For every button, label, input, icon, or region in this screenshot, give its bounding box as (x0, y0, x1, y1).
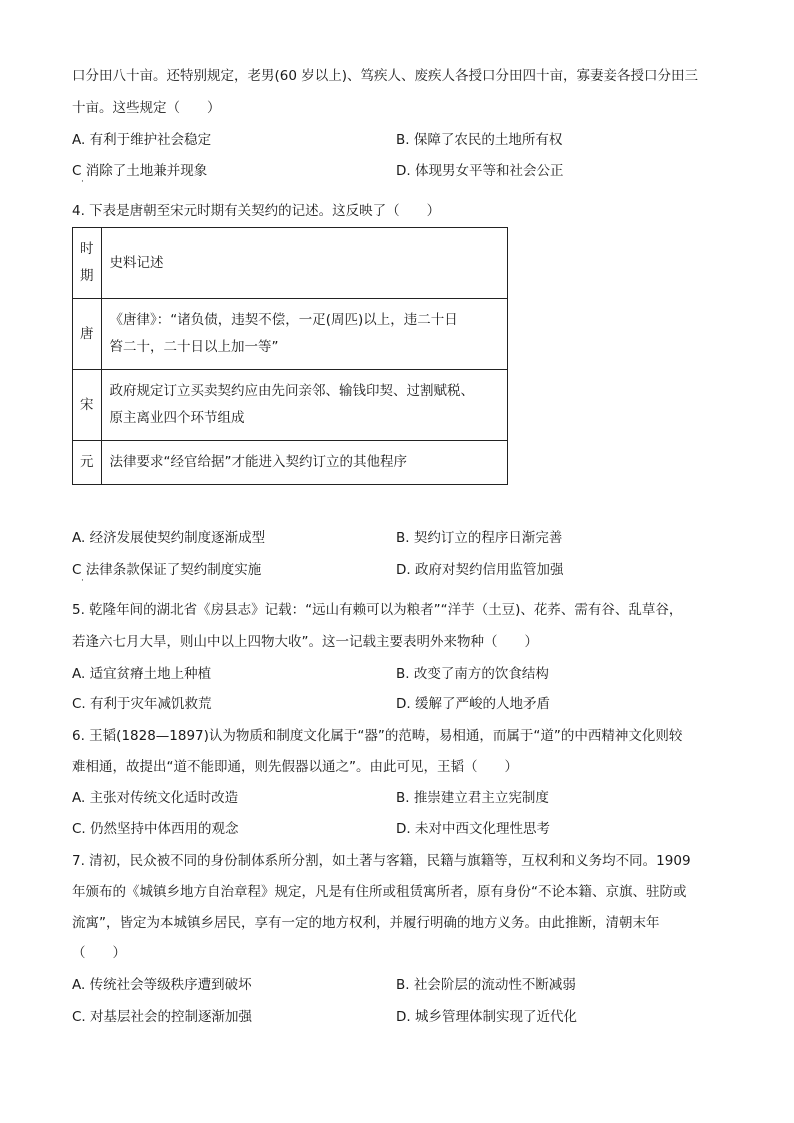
table-period-cell: 宋 (73, 370, 102, 441)
table-record-cell (101, 370, 508, 441)
q7-option-b[interactable]: B. 社会阶层的流动性不断减弱 (396, 977, 576, 993)
table-header-row (73, 228, 508, 299)
q7-stem-line-2: 年颁布的《城镇乡地方自治章程》规定，凡是有住所或租赁寓所者，原有身份“不论本籍、京旗、驻防或 (72, 884, 687, 900)
table-row (73, 441, 508, 485)
q3-option-c-dot: · (81, 177, 84, 187)
q4-stem: 4. 下表是唐朝至宋元时期有关契约的记述。这反映了（ ） (72, 203, 441, 219)
q6-option-c[interactable]: C. 仍然坚持中体西用的观念 (72, 821, 239, 837)
table-record-line: 法律要求“经官给据”才能进入契约订立的其他程序 (109, 454, 407, 470)
table-record-line: 笞二十，二十日以上加一等” (109, 339, 279, 355)
q4-history-table (72, 227, 508, 485)
q3-option-c[interactable]: C 消除了土地兼并现象 (72, 163, 208, 179)
q4-option-b[interactable]: B. 契约订立的程序日渐完善 (396, 530, 563, 546)
q6-stem-line-1: 6. 王韬(1828—1897)认为物质和制度文化属于“器”的范畴，易相通，而属于“道”的中西精神文化则较 (72, 728, 683, 744)
q3-stem-line-2: 十亩。这些规定（ ） (72, 100, 221, 116)
q7-stem-line-4: （ ） (72, 945, 126, 961)
q5-stem-line-1: 5. 乾隆年间的湖北省《房县志》记载：“远山有赖可以为粮者”“洋芋（土豆)、花荞、需有谷、乱草谷， (72, 602, 683, 618)
table-record-line: 《唐律》：“诸负债，违契不偿，一疋(周匹)以上，违二十日 (109, 312, 458, 328)
table-record-cell (101, 299, 508, 370)
table-header-record: 史料记述 (101, 228, 508, 299)
q7-option-d[interactable]: D. 城乡管理体制实现了近代化 (396, 1009, 577, 1025)
q5-stem-line-2: 若逢六七月大旱，则山中以上四物大收”。这一记载主要表明外来物种（ ） (72, 634, 538, 650)
table-record-cell (101, 441, 508, 485)
q3-stem-line-1: 口分田八十亩。还特别规定，老男(60 岁以上)、笃疾人、废疾人各授口分田四十亩，寡妻妾各授口分田三 (72, 68, 699, 84)
table-row (73, 299, 508, 370)
q5-option-c[interactable]: C. 有利于灾年减饥救荒 (72, 696, 212, 712)
q5-option-b[interactable]: B. 改变了南方的饮食结构 (396, 666, 549, 682)
q5-option-d[interactable]: D. 缓解了严峻的人地矛盾 (396, 696, 550, 712)
table-record-line: 政府规定订立买卖契约应由先问亲邻、输钱印契、过割赋税、 (109, 383, 474, 399)
table-period-cell: 元 (73, 441, 102, 485)
q7-option-a[interactable]: A. 传统社会等级秩序遭到破坏 (72, 977, 252, 993)
q4-option-d[interactable]: D. 政府对契约信用监管加强 (396, 562, 564, 578)
table-header-period: 时期 (73, 228, 102, 299)
q6-option-a[interactable]: A. 主张对传统文化适时改造 (72, 790, 239, 806)
q4-option-c[interactable]: C 法律条款保证了契约制度实施 (72, 562, 262, 578)
table-record-line: 原主离业四个环节组成 (109, 410, 245, 426)
q6-option-d[interactable]: D. 未对中西文化理性思考 (396, 821, 550, 837)
table-period-cell: 唐 (73, 299, 102, 370)
q4-option-a[interactable]: A. 经济发展使契约制度逐渐成型 (72, 530, 266, 546)
q4-option-c-dot: · (81, 576, 84, 586)
q5-option-a[interactable]: A. 适宜贫瘠土地上种植 (72, 666, 212, 682)
q3-option-a[interactable]: A. 有利于维护社会稳定 (72, 132, 212, 148)
q3-option-d[interactable]: D. 体现男女平等和社会公正 (396, 163, 564, 179)
q7-option-c[interactable]: C. 对基层社会的控制逐渐加强 (72, 1009, 253, 1025)
table-row (73, 370, 508, 441)
q6-option-b[interactable]: B. 推崇建立君主立宪制度 (396, 790, 549, 806)
q3-option-b[interactable]: B. 保障了农民的土地所有权 (396, 132, 563, 148)
q7-stem-line-1: 7. 清初，民众被不同的身份制体系所分割，如土著与客籍，民籍与旗籍等，互权利和义务均不同。1909 (72, 853, 691, 869)
q7-stem-line-3: 流寓”，皆定为本城镇乡居民，享有一定的地方权利，并履行明确的地方义务。由此推断，清朝末年 (72, 915, 660, 931)
q6-stem-line-2: 难相通，故提出“道不能即通，则先假器以通之”。由此可见，王韬（ ） (72, 759, 518, 775)
